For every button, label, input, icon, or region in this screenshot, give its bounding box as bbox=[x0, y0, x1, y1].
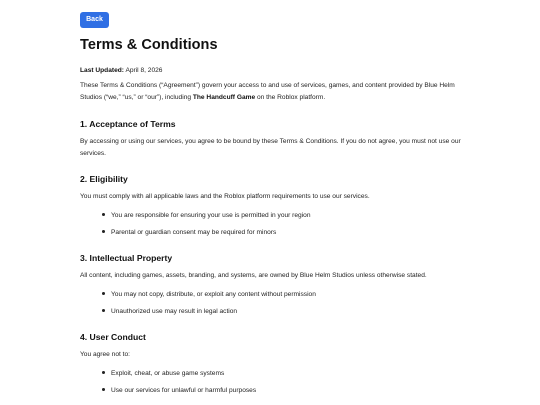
last-updated-label: Last Updated: bbox=[80, 67, 124, 74]
section-heading-intellectual-property: 3. Intellectual Property bbox=[80, 253, 173, 263]
bullet-dot-icon bbox=[102, 388, 105, 391]
list-item-text: Use our services for unlawful or harmful purposes bbox=[111, 387, 257, 394]
section-text-eligibility: You must comply with all applicable laws and the Roblox platform requirements to use our services. bbox=[80, 193, 370, 200]
list-item bbox=[102, 290, 316, 299]
list-item-text: You may not copy, distribute, or exploit any content without permission bbox=[111, 291, 316, 298]
section-heading-eligibility: 2. Eligibility bbox=[80, 174, 128, 184]
list-item bbox=[102, 386, 256, 395]
intro-text-1: These Terms & Conditions (“Agreement”) govern your access to and use of services, games, and content provided by Blue Helm Studios (“we,” “us,” or “our”), including bbox=[80, 82, 455, 102]
section-heading-acceptance: 1. Acceptance of Terms bbox=[80, 119, 176, 129]
bullet-dot-icon bbox=[102, 230, 105, 233]
bullet-dot-icon bbox=[102, 371, 105, 374]
list-item bbox=[102, 307, 237, 316]
back-button[interactable]: Back bbox=[80, 12, 109, 28]
page-title: Terms & Conditions bbox=[80, 37, 218, 53]
last-updated bbox=[80, 66, 162, 75]
section-text-acceptance: By accessing or using our services, you agree to be bound by these Terms & Conditions. If you do not agree, you must not use our services. bbox=[80, 138, 461, 158]
section-heading-user-conduct: 4. User Conduct bbox=[80, 332, 146, 342]
list-item-text: Parental or guardian consent may be required for minors bbox=[111, 229, 277, 236]
bullet-dot-icon bbox=[102, 213, 105, 216]
intro-paragraph bbox=[80, 80, 465, 105]
bullet-dot-icon bbox=[102, 292, 105, 295]
list-item-text: Unauthorized use may result in legal action bbox=[111, 308, 238, 315]
last-updated-date: April 8, 2026 bbox=[125, 67, 163, 74]
bullet-dot-icon bbox=[102, 309, 105, 312]
section-text-intellectual-property: All content, including games, assets, branding, and systems, are owned by Blue Helm Studios unless otherwise stated. bbox=[80, 272, 427, 279]
list-item bbox=[102, 228, 276, 237]
game-name: The Handcuff Game bbox=[192, 94, 256, 102]
intro-text-2: on the Roblox platform. bbox=[255, 94, 326, 102]
section-text-user-conduct: You agree not to: bbox=[80, 351, 130, 358]
list-item bbox=[102, 211, 311, 220]
list-item-text: You are responsible for ensuring your use is permitted in your region bbox=[111, 212, 311, 219]
list-item bbox=[102, 369, 224, 378]
list-item-text: Exploit, cheat, or abuse game systems bbox=[111, 370, 225, 377]
